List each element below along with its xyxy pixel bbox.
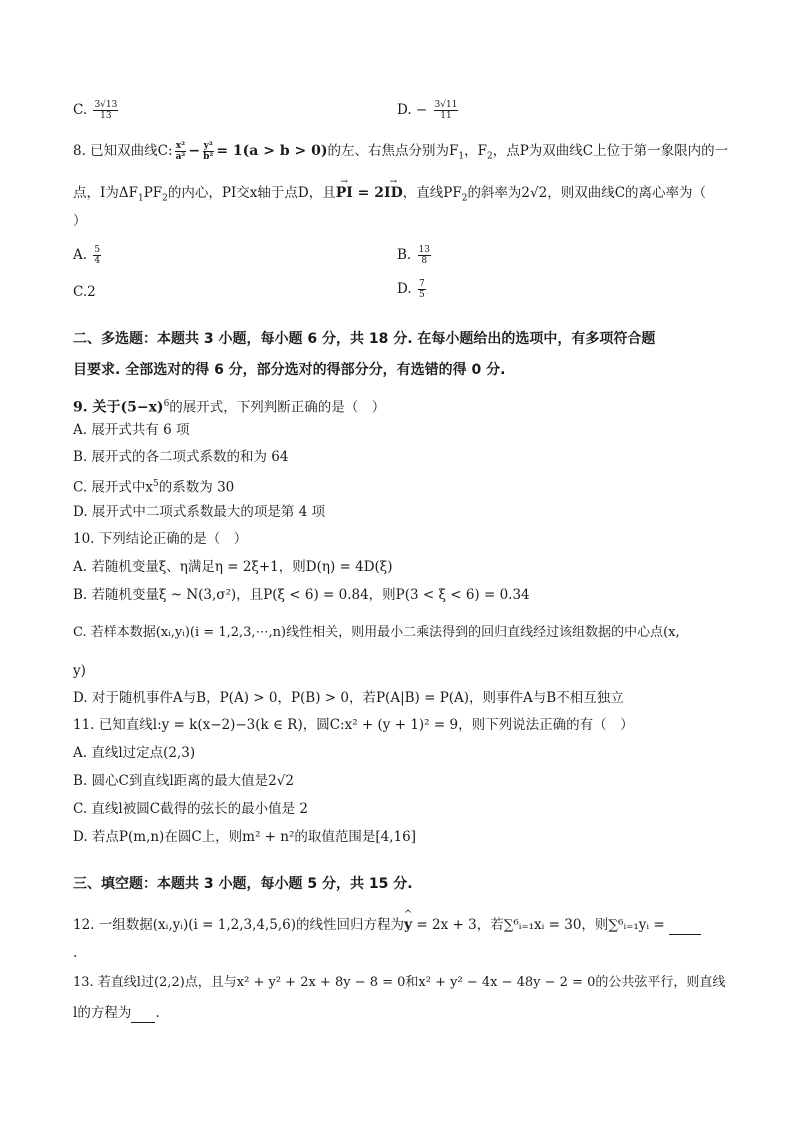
text: 点，I为ΔF [73,185,138,201]
q10-option-d: D. 对于随机事件A与B，P(A) > 0，P(B) > 0，若P(A|B) = P(A)，则事件A与B不相互独立 [73,690,624,706]
q11-option-a: A. 直线l过定点(2,3) [73,745,196,761]
text: 的左、右焦点分别为F [327,143,459,159]
option-label: D. [397,281,412,297]
q9-option-b: B. 展开式的各二项式系数的和为 64 [73,449,289,465]
text: 的内心，PI交x轴于点D，且 [167,185,336,201]
y-hat: ^ y [404,916,412,934]
text: 8. 已知双曲线C: [73,143,173,159]
q10-stem: 10. 下列结论正确的是（ ） [73,531,248,547]
q11-stem: 11. 已知直线l:y = k(x−2)−3(k ∈ R)，圆C:x² + (y + 1)² = 9，则下列说法正确的有（ ） [73,717,634,733]
fraction [418,279,426,300]
fraction [434,100,459,121]
q11-option-d: D. 若点P(m,n)在圆C上，则m² + n²的取值范围是[4,16] [73,829,416,845]
option-label: C. [73,102,88,118]
numerator: x² [175,141,186,151]
option-label: D. − [397,102,428,118]
text: 的系数为 30 [158,479,235,496]
section3-heading: 三、填空题：本题共 3 小题，每小题 5 分，共 15 分. [73,876,413,892]
fraction [93,245,101,266]
q9-stem: 9. 关于$(5-x)^6$的展开式，下列判断正确的是（ ） [73,399,386,416]
q8-stem-line3: ） [73,213,87,229]
fraction [418,245,431,266]
text: = 2x + 3，若∑⁶ᵢ₌₁xᵢ = 30，则∑⁶ᵢ₌₁yᵢ = [412,917,669,933]
fraction-x [175,141,187,162]
equation: = 1(a > b > 0) [216,143,328,159]
text: ，点P为双曲线C上位于第一象限内的一 [492,143,729,159]
q13-line2 [73,1004,160,1023]
answer-blank [669,916,701,935]
text: 的斜率为2√2，则双曲线C的离心率为（ [467,185,707,201]
q10-option-c-line1: C. 若样本数据(xᵢ,yᵢ)(i = 1,2,3,⋯,n)线性相关，则用最小二乘法得到的回归直线经过该组数据的中心点(x, [73,625,680,640]
q8-option-c: C.2 [73,284,96,300]
text: C. 展开式中x [73,479,154,496]
numerator: 3√11 [434,100,458,110]
fraction-y [202,141,214,162]
text: PF [143,185,163,201]
option-label: A. [73,247,88,263]
denominator: b² [203,152,214,162]
q9-option-d: D. 展开式中二项式系数最大的项是第 4 项 [73,504,326,520]
q10-option-b: B. 若随机变量ξ ~ N(3,σ²)，且P(ξ < 6) = 0.84，则P(3 < ξ < 6) = 0.34 [73,587,530,603]
denominator: a² [175,152,186,162]
q9-option-a: A. 展开式共有 6 项 [73,422,190,438]
q8-option-d [397,279,428,300]
denominator: 11 [440,111,452,121]
denominator: 5 [418,290,425,300]
vector-pi: → PI [336,184,353,202]
q7-option-c [73,100,120,121]
text: 12. 一组数据(xᵢ,yᵢ)(i = 1,2,3,4,5,6)的线性回归方程为 [73,917,404,933]
q11-option-c: C. 直线l被圆C截得的弦长的最小值是 2 [73,801,308,817]
text: ，F [464,143,487,159]
text: ，直线PF [402,185,462,201]
fraction [93,100,118,121]
numerator: 5 [94,245,101,255]
q8-option-a [73,245,103,266]
text: 9. 关于(5−x) [73,399,164,416]
q8-stem-line2: 点，I为$\Delta F_1PF_2$的内心，PI交x轴于点D，且→ PI = 2→ ID，直线$PF_2$的斜率为2√2，则双曲线C的离心率为（ [73,184,706,208]
denominator: 4 [94,256,101,266]
denominator: 13 [100,111,112,121]
vector-id: → ID [384,184,403,202]
q12-stem [73,916,701,935]
q11-option-b: B. 圆心C到直线l距离的最大值是2√2 [73,773,294,789]
q8-option-b [397,245,433,266]
numerator: y² [203,141,213,151]
numerator: 3√13 [94,100,118,110]
q7-option-d [397,100,460,121]
equals: = 2 [352,185,385,201]
q10-option-a: A. 若随机变量ξ、η满足η = 2ξ+1，则D(η) = 4D(ξ) [73,559,393,575]
numerator: 13 [418,245,430,255]
denominator: 8 [421,256,428,266]
text: l的方程为 [73,1005,132,1021]
q12-line2: . [73,945,78,961]
q8-stem-line1: 8. 已知双曲线C: $\frac{\text{x²}}{\text{a²}}$ − $\frac{\text{y²}}{\text{b²}}$ = 1(a > b > 0)的左、右焦点分别为$F_1$，$F_2$，点P为双曲线C上位于第一象限内的一 [73,141,729,162]
text: . [155,1005,160,1021]
q10-option-c-line2: y) [73,663,86,679]
answer-blank [131,1004,155,1023]
text: 的展开式，下列判断正确的是（ ） [169,399,386,416]
section2-heading-line1: 二、多选题：本题共 3 小题，每小题 6 分，共 18 分. 在每小题给出的选项中，有多项符合题 [73,331,656,347]
section2-heading-line2: 目要求. 全部选对的得 6 分，部分选对的得部分分，有选错的得 0 分. [73,362,506,378]
numerator: 7 [418,279,425,289]
q9-option-c: C. 展开式中$x^5$的系数为 30 [73,479,235,496]
q13-stem: 13. 若直线l过(2,2)点，且与x² + y² + 2x + 8y − 8 = 0和x² + y² − 4x − 48y − 2 = 0的公共弦平行，则直线 [73,975,726,990]
option-label: B. [397,247,412,263]
